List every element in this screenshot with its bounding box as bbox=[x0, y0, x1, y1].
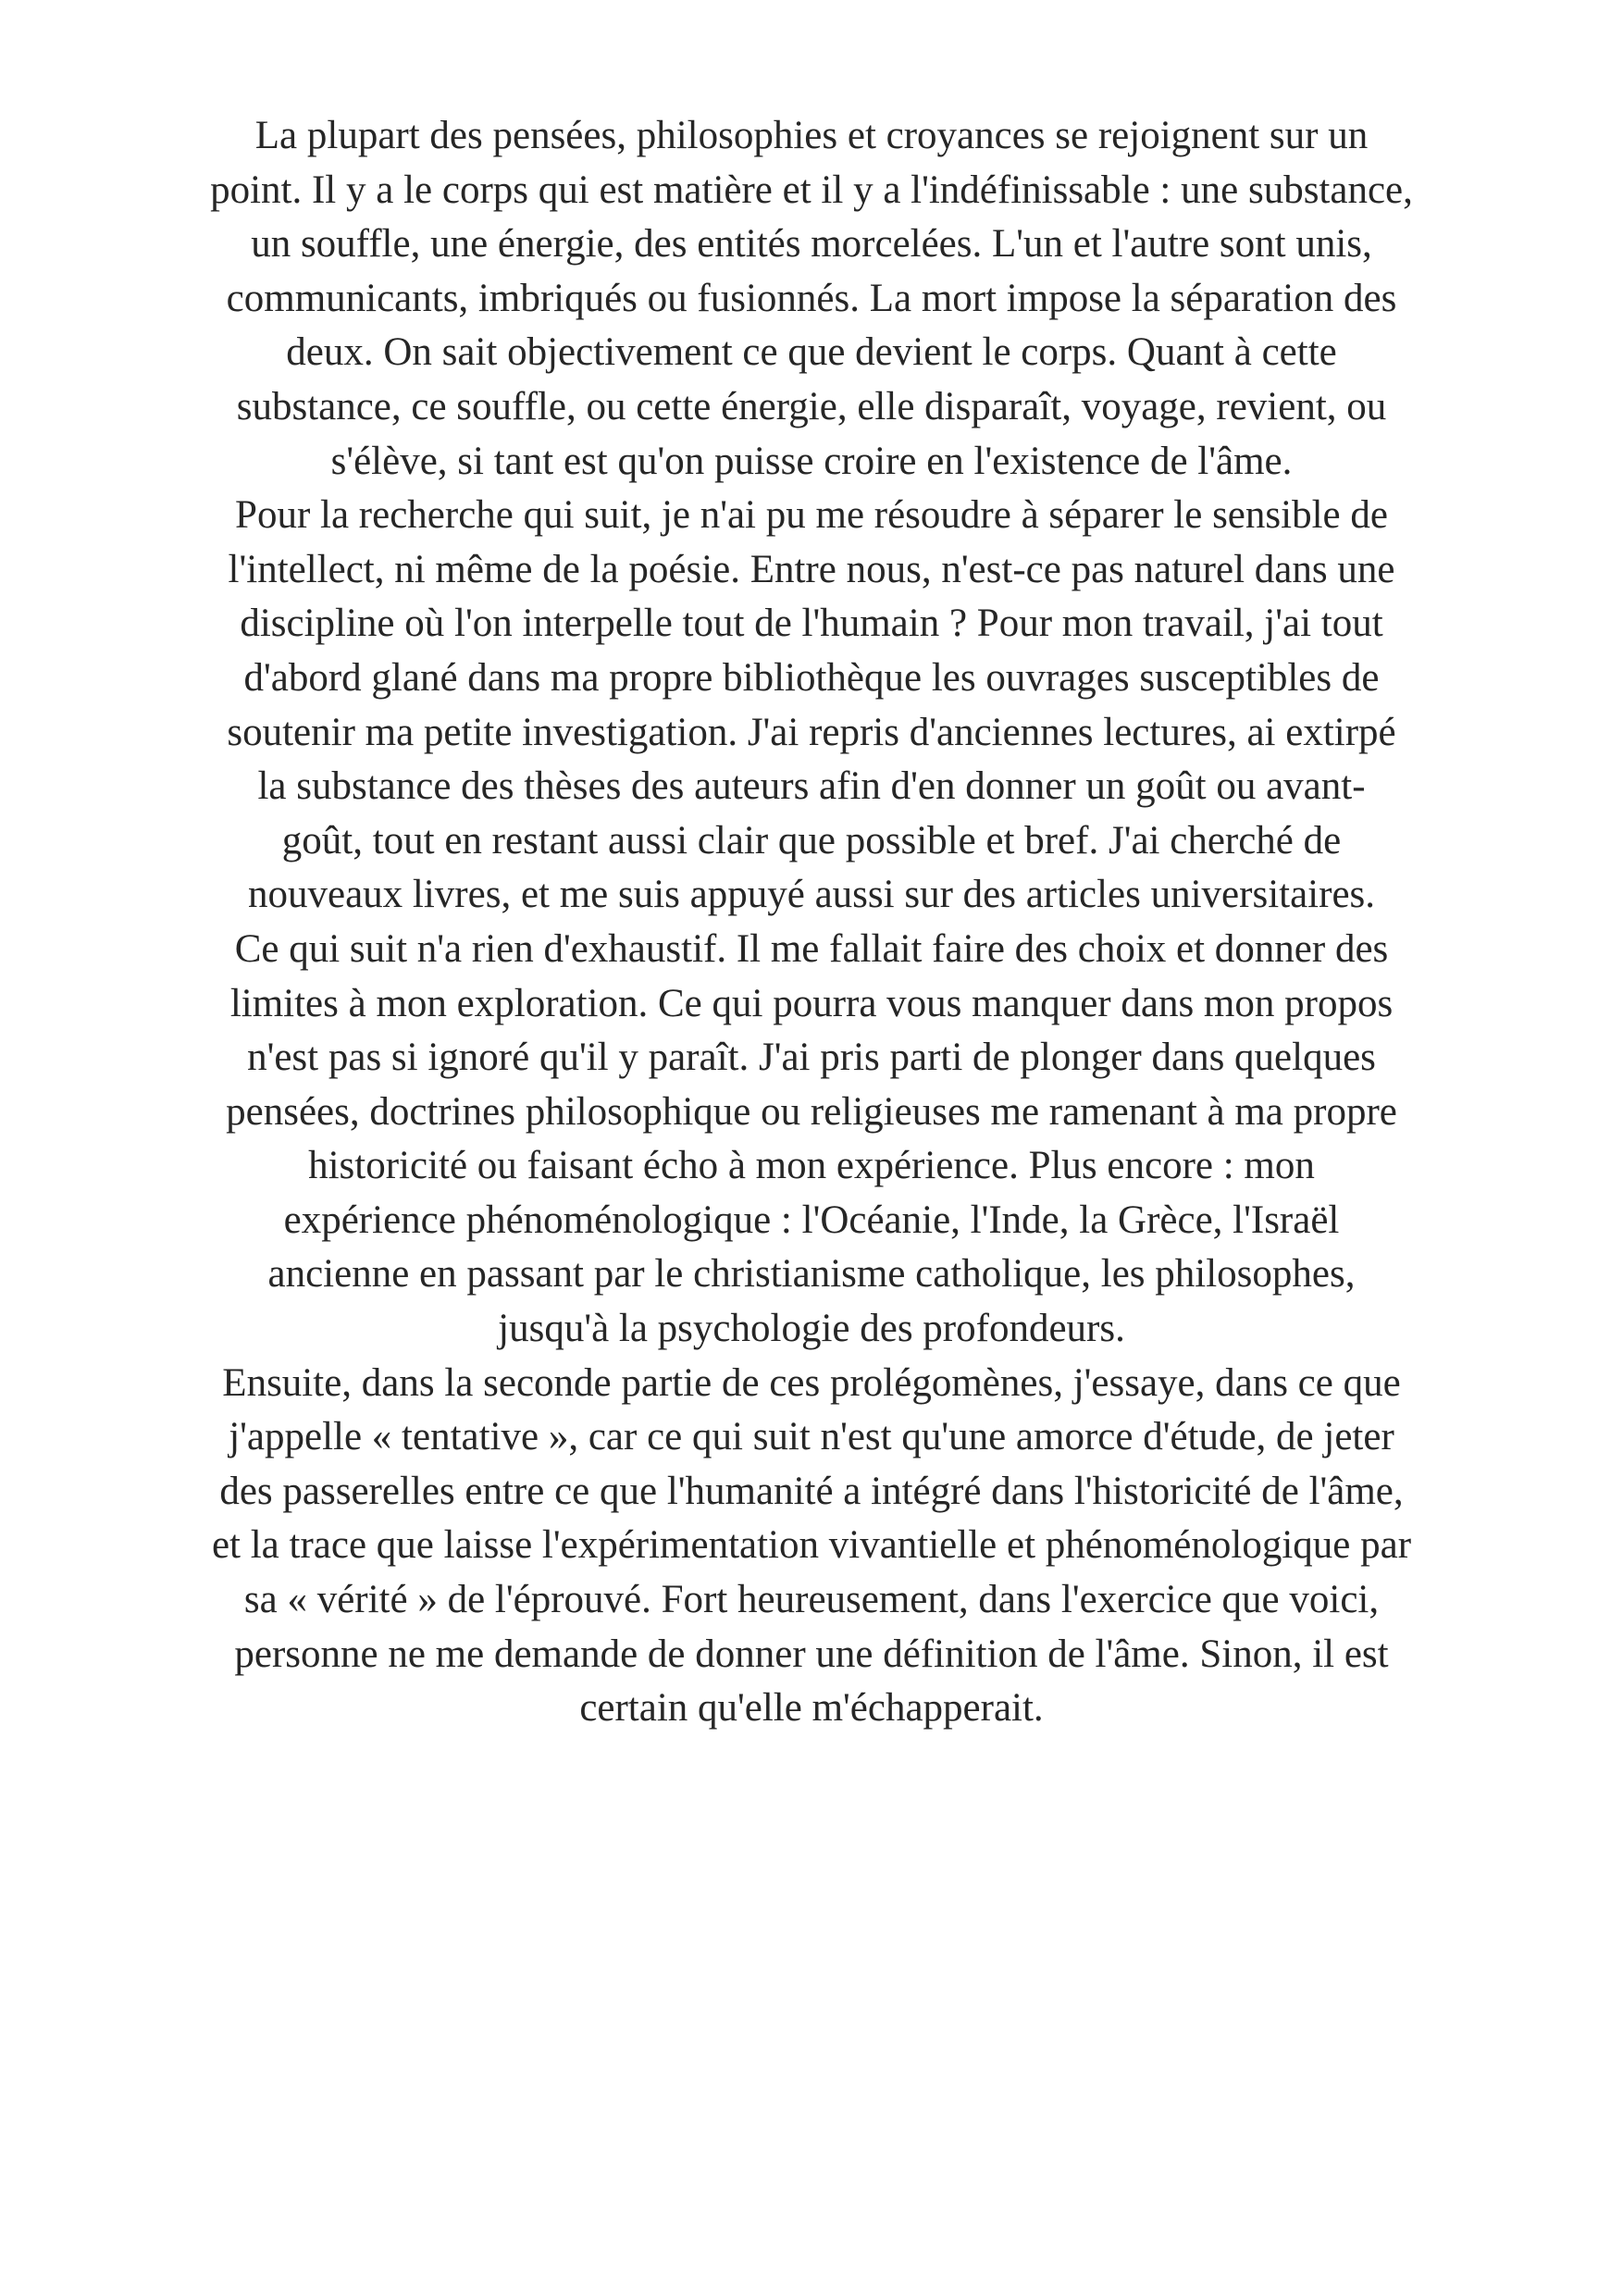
text-line: j'appelle « tentative », car ce qui suit n'est qu'une amorce d'étude, de jeter bbox=[229, 1415, 1394, 1459]
text-line: pensées, doctrines philosophique ou religieuses me ramenant à ma propre bbox=[226, 1089, 1397, 1134]
text-line: expérience phénoménologique : l'Océanie, l'Inde, la Grèce, l'Israël bbox=[283, 1198, 1340, 1242]
text-line: discipline où l'on interpelle tout de l'humain ? Pour mon travail, j'ai tout bbox=[240, 602, 1383, 646]
text-line: certain qu'elle m'échapperait. bbox=[579, 1686, 1044, 1731]
text-line: sa « vérité » de l'éprouvé. Fort heureusement, dans l'exercice que voici, bbox=[243, 1578, 1380, 1622]
text-line: des passerelles entre ce que l'humanité a intégré dans l'historicité de l'âme, bbox=[219, 1469, 1404, 1513]
text-line: La plupart des pensées, philosophies et croyances se rejoignent sur un bbox=[254, 114, 1369, 157]
text-line: s'élève, si tant est qu'on puisse croire en l'existence de l'âme. bbox=[330, 439, 1293, 483]
text-line: communicants, imbriqués ou fusionnés. La mort impose la séparation des bbox=[226, 276, 1397, 320]
text-line: n'est pas si ignoré qu'il y paraît. J'ai pris parti de plonger dans quelques bbox=[247, 1036, 1376, 1080]
text-line: Pour la recherche qui suit, je n'ai pu me résoudre à séparer le sensible de bbox=[235, 493, 1388, 538]
text-line: ancienne en passant par le christianisme catholique, les philosophes, bbox=[267, 1252, 1356, 1297]
text-line: personne ne me demande de donner une définition de l'âme. Sinon, il est bbox=[234, 1632, 1389, 1676]
text-line: et la trace que laisse l'expérimentation vivantielle et phénoménologique par bbox=[211, 1523, 1412, 1568]
text-line: goût, tout en restant aussi clair que possible et bref. J'ai cherché de bbox=[281, 818, 1342, 863]
text-line: historicité ou faisant écho à mon expérience. Plus encore : mon bbox=[308, 1144, 1315, 1188]
text-line: soutenir ma petite investigation. J'ai repris d'anciennes lectures, ai extirpé bbox=[227, 710, 1396, 754]
text-line: d'abord glané dans ma propre bibliothèque les ouvrages susceptibles de bbox=[243, 655, 1380, 700]
text-line: l'intellect, ni même de la poésie. Entre nous, n'est-ce pas naturel dans une bbox=[228, 547, 1395, 591]
text-line: deux. On sait objectivement ce que devient le corps. Quant à cette bbox=[286, 330, 1337, 375]
text-line: la substance des thèses des auteurs afin d'en donner un goût ou avant- bbox=[257, 764, 1366, 809]
text-line: nouveaux livres, et me suis appuyé aussi sur des articles universitaires. bbox=[247, 873, 1376, 917]
text-line: substance, ce souffle, ou cette énergie, elle disparaît, voyage, revient, ou bbox=[236, 384, 1387, 428]
text-line: jusqu'à la psychologie des profondeurs. bbox=[498, 1307, 1125, 1351]
body-text bbox=[102, 109, 1521, 1736]
text-line: point. Il y a le corps qui est matière et il y a l'indéfinissable : une substance, bbox=[210, 168, 1413, 212]
text-line: un souffle, une énergie, des entités morcelées. L'un et l'autre sont unis, bbox=[251, 222, 1372, 267]
text-line: limites à mon exploration. Ce qui pourra vous manquer dans mon propos bbox=[229, 981, 1394, 1025]
text-line: Ensuite, dans la seconde partie de ces prolégomènes, j'essaye, dans ce que bbox=[222, 1360, 1401, 1405]
text-line: Ce qui suit n'a rien d'exhaustif. Il me fallait faire des choix et donner des bbox=[234, 926, 1389, 971]
document-page bbox=[102, 109, 1521, 1736]
